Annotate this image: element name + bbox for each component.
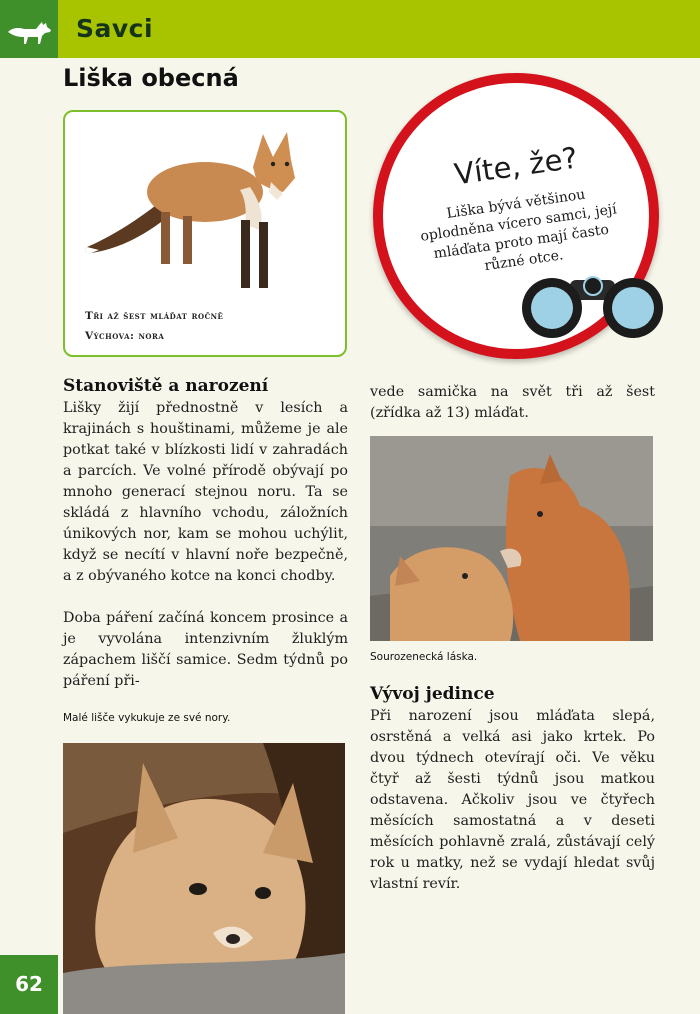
fox-illustration [65,112,345,302]
main-photo-caption-1: Tři až šest mláďat ročně [85,310,224,322]
binoculars-icon [510,270,675,340]
section-title: Savci [76,14,154,43]
page-title: Liška obecná [63,64,239,92]
siblings-photo [370,436,653,641]
habitat-paragraph-2-continuation: vede samička na svět tři až šest (zřídka až 13) mláďat. [370,384,655,421]
development-heading: Vývoj jedince [370,684,495,704]
main-photo-caption-2: Výchova: nora [85,330,165,342]
den-illustration [63,743,345,1014]
siblings-illustration [370,436,653,641]
habitat-continuation [370,382,655,424]
den-photo [63,743,345,1014]
main-photo-card [63,110,347,357]
habitat-section [63,376,348,692]
habitat-paragraph-2: Doba páření začíná koncem prosince a je vyvolána intenzivním žluklým zápachem liščí samice. Sedm týdnů po páření při- [63,610,348,689]
did-you-know-title: Víte, že? [452,140,580,192]
den-caption: Malé lišče vykukuje ze své nory. [63,712,231,724]
did-you-know-text: Liška bývá většinou oplodněna vícero samci, její mláďata proto mají často různé otce. [419,186,618,275]
section-icon-box [0,0,58,58]
siblings-caption: Sourozenecká láska. [370,651,478,663]
development-section [370,684,655,895]
page-number: 62 [0,955,58,1014]
habitat-heading: Stanoviště a narození [63,376,269,396]
fox-silhouette-icon [0,0,58,58]
habitat-paragraph-1: Lišky žijí přednostně v lesích a krajinách s houštinami, můžeme je ale potkat také v blízkosti lidí v zahradách a parcích. Ve volné přírodě obývají po mnoho generací stejnou noru. Ta se skládá z hlavního vchodu, záložních únikových nor, kam se mohou uchýlit, když se necítí v hlavní noře bezpečně, a z obývaného kotce na konci chodby. [63,400,348,584]
development-paragraph: Při narození jsou mláďata slepá, osrstěná a velká asi jako krtek. Po dvou týdnech otevírají oči. Ve věku čtyř až šesti týdnů jsou matkou odstavena. Ačkoliv jsou ve čtyřech měsících samostatná a v deseti měsících pohlavně zralá, zůstávají celý rok u matky, než se vydají hledat svůj vlastní revír. [370,708,655,892]
